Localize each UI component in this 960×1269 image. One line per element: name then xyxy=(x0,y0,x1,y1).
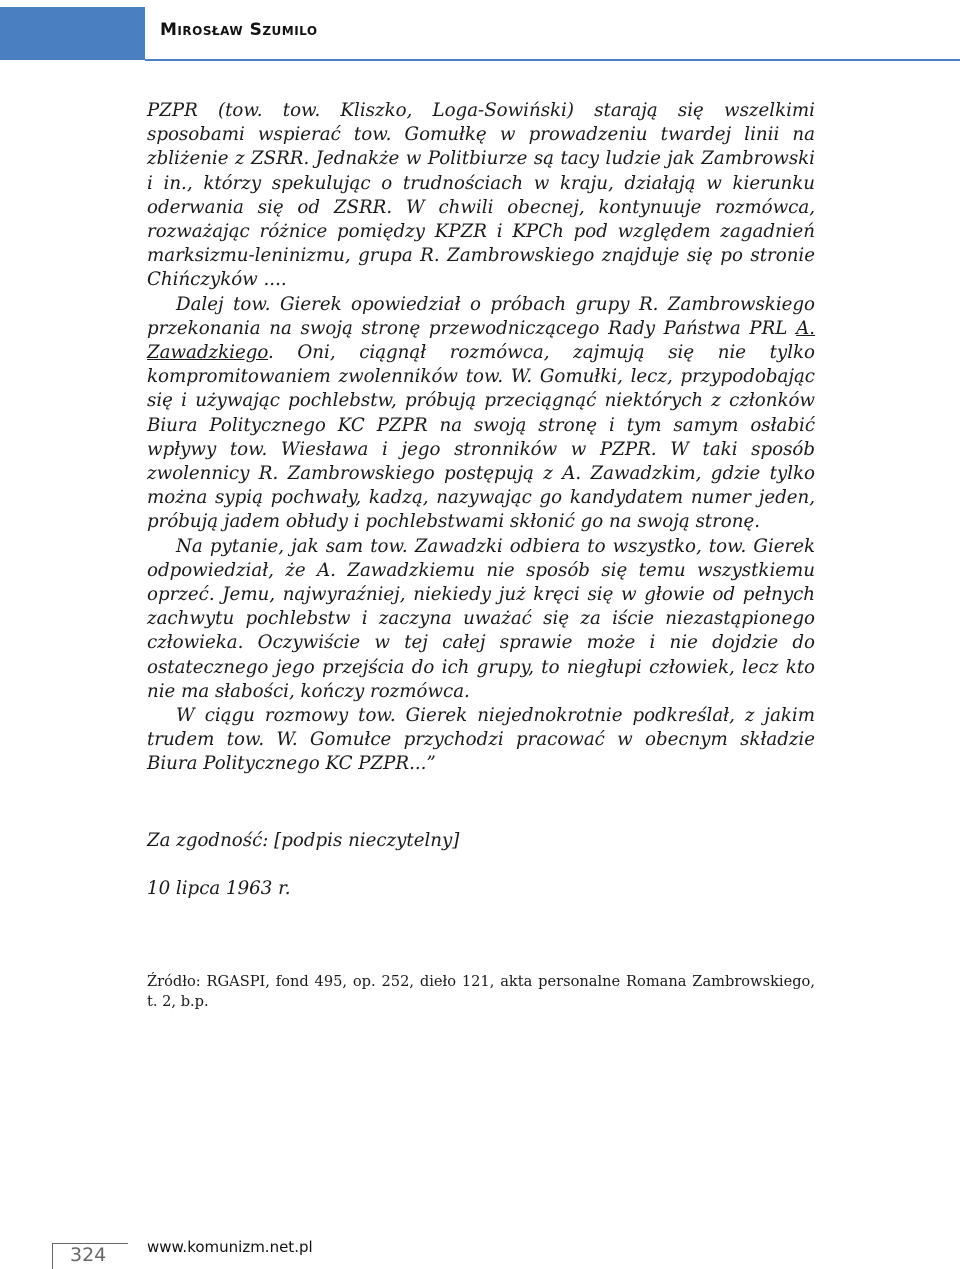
document-body xyxy=(147,99,815,777)
page-number: 324 xyxy=(70,1244,107,1266)
header-rule xyxy=(145,59,960,61)
paragraph-2-underlined-name: A. Zawadzkiego xyxy=(147,317,815,364)
running-header-author: Mirosław Szumilo xyxy=(160,20,318,40)
paragraph-1: PZPR (tow. tow. Kliszko, Loga-Sowiński) starają się wszelkimi sposobami wspierać tow. Gomułkę w prowadzeniu twardej linii na zbliżenie z ZSRR. Jednakże w Politbiurze są tacy ludzie jak Zambrowski i in., którzy spekulując o trudnościach w kraju, działają w kierunku oderwania się od ZSRR. W chwili obecnej, kontynuuje rozmówca, rozważając różnice pomiędzy KPZR i KPCh pod względem zagadnień marksizmu-leninizmu, grupa R. Zambrowskiego znajduje się po stronie Chińczyków .... xyxy=(147,100,815,291)
document-date: 10 lipca 1963 r. xyxy=(147,878,291,899)
source-footnote: Źródło: RGASPI, fond 495, op. 252, dieło 121, akta personalne Romana Zambrowskiego, t. 2, b.p. xyxy=(147,973,815,1010)
header-accent-block xyxy=(0,7,145,60)
paragraph-4: W ciągu rozmowy tow. Gierek niejednokrotnie podkreślał, z jakim trudem tow. W. Gomułce przychodzi pracować w obecnym składzie Biura Politycznego KC PZPR...” xyxy=(147,705,815,775)
footer-website: www.komunizm.net.pl xyxy=(147,1238,313,1256)
certification-line: Za zgodność: [podpis nieczytelny] xyxy=(147,830,460,851)
paragraph-2-start: Dalej tow. Gierek opowiedział o próbach grupy R. Zambrowskiego przekonania na swoją stronę przewodniczącego Rady Państwa PRL xyxy=(147,293,815,339)
paragraph-2-end: . Oni, ciągnął rozmówca, zajmują się nie tylko kompromitowaniem zwolenników tow. W. Gomułki, lecz, przypodobając się i używając pochlebstw, próbują przeciągnąć niektórych z członków Biura Politycznego KC PZPR na swoją stronę i tym samym osłabić wpływy tow. Wiesława i jego stronników w PZPR. W taki sposób zwolennicy R. Zambrowskiego postępują z A. Zawadzkim, gdzie tylko można sypią pochwały, kadzą, nazywając go kandydatem numer jeden, próbują jadem obłudy i pochlebstwami skłonić go na swoją stronę. xyxy=(147,342,815,533)
paragraph-2 xyxy=(147,293,815,535)
paragraph-3: Na pytanie, jak sam tow. Zawadzki odbiera to wszystko, tow. Gierek odpowiedział, że A. Zawadzkiemu nie sposób się temu wszystkiemu oprzeć. Jemu, najwyraźniej, niekiedy już kręci się w głowie od pełnych zachwytu pochlebstw i zaczyna uważać się za iście niezastąpionego człowieka. Oczywiście w tej całej sprawie może i nie dojdzie do ostatecznego jego przejścia do ich grupy, to niegłupi człowiek, lecz kto nie ma słabości, kończy rozmówca. xyxy=(147,535,815,702)
